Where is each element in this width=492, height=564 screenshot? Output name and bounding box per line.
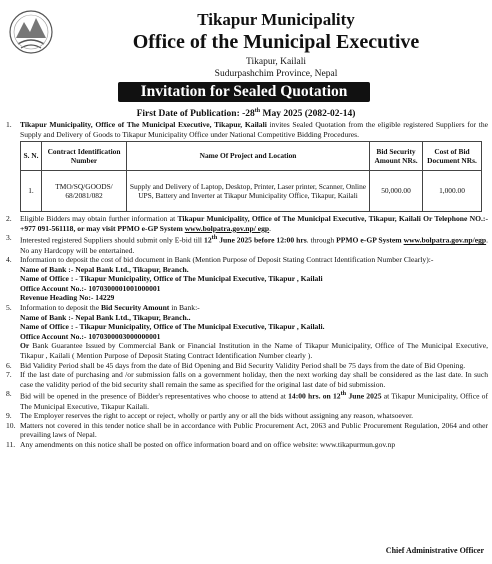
clause-4: 4. Information to deposit the cost of bid document in Bank (Mention Purpose of Deposit Stating Contract Identification Number Clearly):- Name of Bank :- Nepal Bank Ltd., Tikapur, Branch. Name of Office : - Tikapur Municipality, Office of The Municipal Executive, Tikapur , Kailali Office Account No.:- 1070300001001000001 Revenue Heading No:- 14229: [6, 255, 434, 303]
table-header: S. N.: [21, 142, 42, 171]
clause-3: 3. Interested registered Suppliers should submit only E-bid till 12th June 2025 before 12:00 hrs. through PPMO e-GP System www.bolpatra.gov.np/egp. No any Hardcopy will be entertained.: [6, 233, 488, 255]
nepal-emblem-seal-icon: [8, 8, 54, 58]
clause-2: 2. Eligible Bidders may obtain further information at Tikapur Municipality, Office of The Municipal Executive, Tikapur, Kailali Or Telephone NO.:- +977 091-561118, or may visit PPMO e-GP System www.bolpatra.gov.np/ egp.: [6, 214, 488, 233]
province-line: Sudurpashchim Province, Nepal: [214, 69, 338, 79]
table-row: [21, 171, 482, 212]
table-header: Bid Security Amount NRs.: [370, 142, 423, 171]
clause-7: 7. If the last date of purchasing and /or submission falls on a government holiday, then the next working day shall be considered as the last date. In such case the validity period of the bid security shall remain the same as specified for the original last date of bid submission.: [6, 370, 488, 389]
clause-9: 9. The Employer reserves the right to accept or reject, wholly or partly any or all the bids without assigning any reason, whatsoever.: [6, 411, 414, 421]
clause-10: 10. Matters not covered in this tender notice shall be in accordance with Public Procurement Act, 2063 and Public Procurement Regulation, 2064 and other prevailing laws of Nepal.: [6, 420, 488, 440]
publication-date: First Date of Publication: -28th May 2025 (2082-02-14): [136, 108, 356, 120]
table-cell: 1,000.00: [423, 171, 482, 212]
clause-1: 1. Tikapur Municipality, Office of The Municipal Executive, Tikapur, Kailali invites Sealed Quotation from the eligible registered Suppliers for the Supply and Delivery of Goods to Tikapur Municipality Office under National Competitive Bidding Procedures.: [6, 120, 489, 139]
municipality-name: Tikapur Municipality: [197, 10, 355, 29]
table-header: Contract Identification Number: [42, 142, 127, 171]
quotation-table: [20, 141, 482, 212]
table-cell: Supply and Delivery of Laptop, Desktop, Printer, Laser printer, Scanner, Online UPS, Battery and Inverter at Tikapur Municipality Office, Tikapur, Kailali: [127, 171, 370, 212]
clause-11: 11. Any amendments on this notice shall be posted on office information board and on office website: www.tikapurmun.gov.np: [6, 439, 396, 449]
notice-body: [6, 120, 488, 450]
egp-link[interactable]: www.bolpatra.gov.np/egp: [403, 235, 487, 245]
clause-8: 8. Bid will be opened in the presence of Bidder's representatives who choose to attend at 14:00 hrs. on 12th June 2025 at Tikapur Municipality, Office of The Municipal Executive, Tikapur Kailali.: [6, 389, 488, 411]
table-header: Name Of Project and Location: [127, 142, 370, 171]
table-header: Cost of Bid Document NRs.: [423, 142, 482, 171]
table-cell: TMO/SQ/GOODS/ 68/2081/082: [42, 171, 127, 212]
table-header-row: [21, 142, 482, 171]
table-cell: 1.: [21, 171, 42, 212]
clause-6: 6. Bid Validity Period shall be 45 days from the date of Bid Opening and Bid Security Validity Period shall be 75 days from the date of Bid Opening.: [6, 360, 466, 370]
clause-5: 5. Information to deposit the Bid Security Amount in Bank:- Name of Bank :- Nepal Bank Ltd., Tikapur, Branch.. Name of Office : - Tikapur Municipality, Office of The Municipal Executive, Tikapur , Kailali. Office Account No.:- 1070300003000000001 Or Bank Guarantee Issued by Commercial Bank or Financial Institution in the Name of Tikapur Municipality, Office of The Municipal Executive, Tikapur , Kailali ( Mention Purpose of Deposit Stating Contract Identification Number clearly ).: [6, 303, 488, 361]
bolpatra-link[interactable]: www.bolpatra.gov.np/ egp: [184, 223, 270, 233]
table-cell: 50,000.00: [370, 171, 423, 212]
signature-title: Chief Administrative Officer: [385, 546, 484, 555]
address-line: Tikapur, Kailali: [246, 57, 306, 67]
office-name: Office of the Municipal Executive: [132, 31, 420, 53]
notice-title-banner: Invitation for Sealed Quotation: [118, 82, 370, 102]
